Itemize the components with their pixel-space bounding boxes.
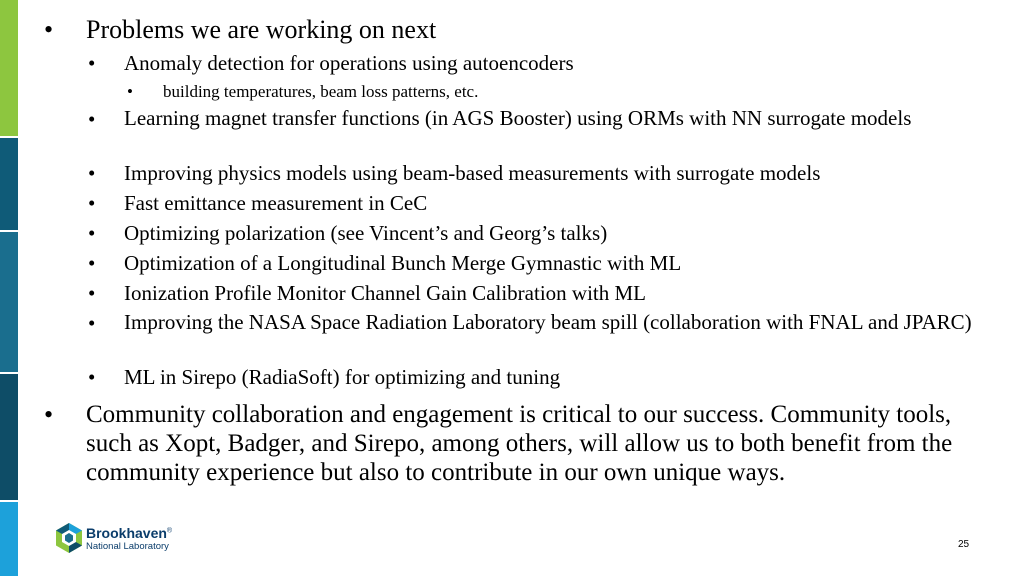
sidebar-segment-cyan — [0, 502, 18, 576]
brookhaven-logo-icon — [54, 522, 84, 554]
bullet-item-level2: Fast emittance measurement in CeC — [124, 191, 428, 215]
bullet-item-level2: Improving the NASA Space Radiation Laboratory beam spill (collaboration with FNAL and JPARC) — [124, 310, 972, 334]
sidebar-segment-navy — [0, 374, 18, 500]
sidebar-color-bar — [0, 0, 18, 576]
logo-subtitle: National Laboratory — [86, 541, 169, 552]
bullet-icon: • — [88, 51, 96, 75]
bullet-item-level2: ML in Sirepo (RadiaSoft) for optimizing and tuning — [124, 365, 561, 389]
bullet-icon: • — [88, 251, 96, 275]
bullet-icon: • — [44, 400, 54, 429]
bullet-icon: • — [88, 221, 96, 245]
bullet-icon: • — [88, 107, 96, 131]
bullet-icon: • — [88, 191, 96, 215]
bullet-icon: • — [88, 281, 96, 305]
bullet-item-level2: Improving physics models using beam-based measurements with surrogate models — [124, 161, 821, 185]
bullet-item-level2: Learning magnet transfer functions (in AGS Booster) using ORMs with NN surrogate models — [124, 106, 912, 130]
bullet-item-level3: building temperatures, beam loss patterns, etc. — [163, 82, 479, 101]
bullet-item-level1: Problems we are working on next — [86, 15, 437, 44]
bullet-icon: • — [44, 15, 54, 44]
sidebar-segment-teal — [0, 138, 18, 230]
page-number: 25 — [958, 539, 970, 550]
bullet-item-level2: Anomaly detection for operations using autoencoders — [124, 51, 574, 75]
sidebar-segment-green — [0, 0, 18, 136]
sidebar-segment-blue — [0, 232, 18, 372]
bullet-item-level2: Optimizing polarization (see Vincent’s and Georg’s talks) — [124, 221, 608, 245]
bullet-item-level2: Ionization Profile Monitor Channel Gain Calibration with ML — [124, 281, 646, 305]
bullet-icon: • — [127, 82, 133, 101]
bullet-icon: • — [88, 311, 96, 335]
bullet-icon: • — [88, 365, 96, 389]
bullet-icon: • — [88, 161, 96, 185]
logo-name: Brookhaven® — [86, 525, 173, 541]
bullet-item-level1: Community collaboration and engagement is critical to our success. Community tools, such as Xopt, Badger, and Sirepo, among others, will allow us to both benefit from the community experience but also to contribute in our own unique ways. — [86, 401, 953, 486]
bullet-item-level2: Optimization of a Longitudinal Bunch Merge Gymnastic with ML — [124, 251, 682, 275]
